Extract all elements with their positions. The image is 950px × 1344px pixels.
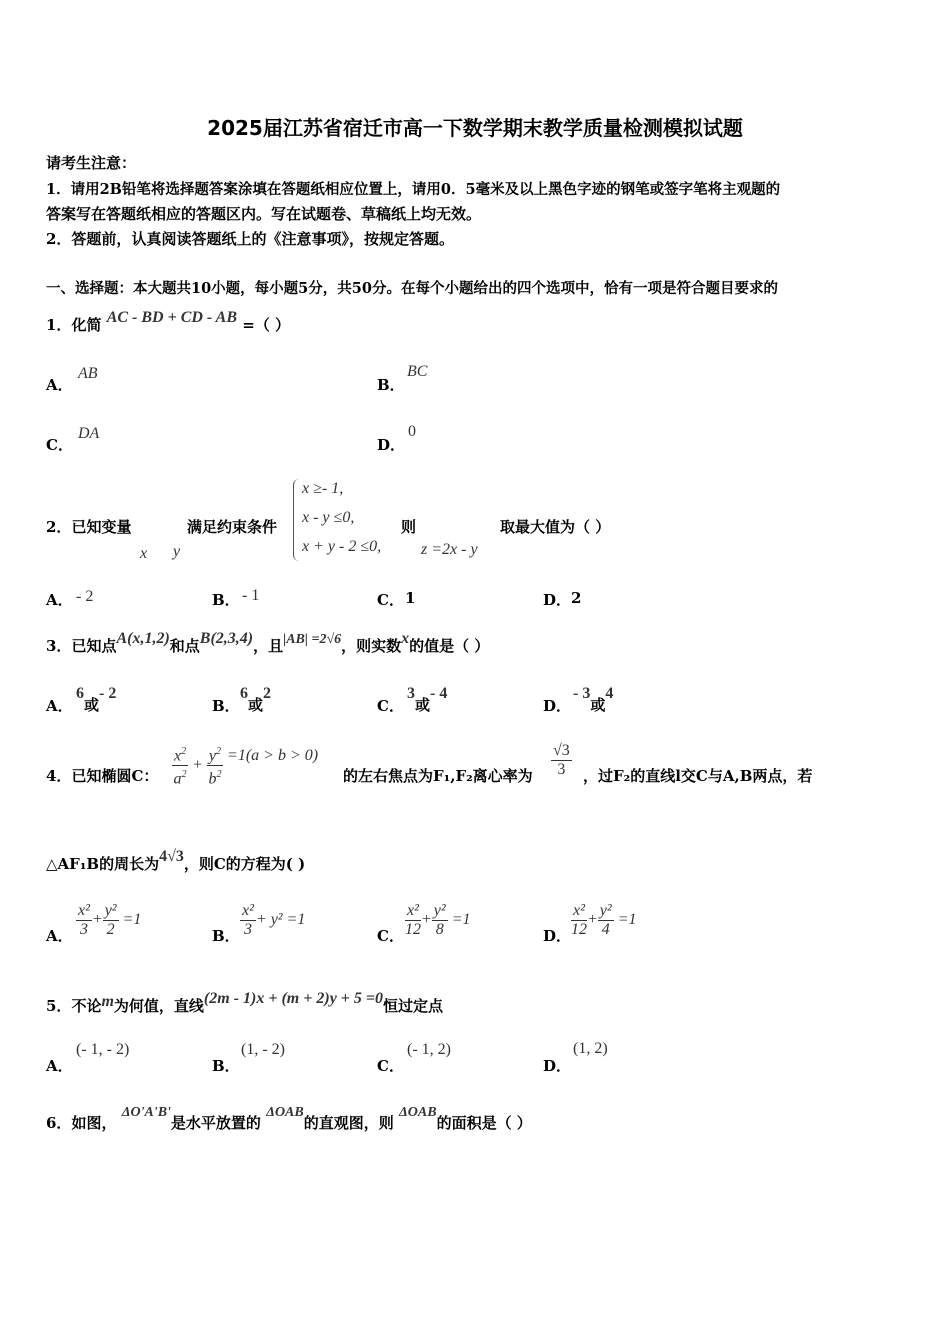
q4-ellipse-equation: $\frac{x^2}{a^2}$ + $\frac{y^2}{b^2}$ =1(a > b > 0): [172, 743, 318, 789]
q1-stem: [46, 309, 291, 335]
q2-text-3: 则: [401, 518, 417, 536]
q1-option-c: DA: [78, 425, 100, 442]
q2-option-a: - 2: [76, 588, 94, 605]
q5-option-c: (- 1, 2): [407, 1041, 451, 1058]
q2-var-y: y: [173, 543, 181, 560]
q2-option-c-label: C．: [377, 591, 404, 609]
q4-option-d-label: D．: [543, 927, 572, 945]
q3-option-d: [573, 682, 614, 714]
q4-eccentricity-num: √3: [553, 742, 570, 759]
q5-var-m: m: [101, 993, 114, 1010]
q5-text-2: 为何值，直线: [113, 997, 204, 1015]
q3-text-1: 已知点: [71, 637, 117, 655]
q3-stem: [46, 630, 490, 656]
q3-option-b-2: 2: [263, 685, 272, 702]
q6-text-4: 的面积是（ ）: [436, 1114, 532, 1132]
q3-option-c: [407, 682, 448, 714]
q3-option-b: [240, 682, 272, 714]
q4-option-c-label: C．: [377, 927, 404, 945]
q2-constraint-2: x - y ≤0,: [302, 509, 355, 526]
q4-stem-line-2: [46, 848, 306, 874]
q1-expression: AC - BD + CD - AB: [106, 309, 238, 326]
q2-constraint-3: x + y - 2 ≤0,: [302, 538, 382, 555]
q3-option-d-label: D．: [543, 697, 572, 715]
notice-line-2: 答案写在答题纸相应的答题区内。写在试题卷、草稿纸上均无效。: [46, 205, 482, 223]
q3-option-d-or: 或: [590, 696, 606, 714]
q4-eccentricity: [551, 742, 572, 779]
q4-option-b: $\frac{\text{x²}}{3}$ + y² =1: [242, 902, 306, 938]
q3-option-c-or: 或: [415, 696, 431, 714]
q1-number: 1．: [46, 316, 72, 334]
q4-number: 4．: [46, 767, 72, 785]
q3-point-a: A(x,1,2): [116, 630, 170, 647]
q6-triangle-oab-2: ΔOAB: [399, 1105, 437, 1120]
q6-text-1: 如图，: [71, 1114, 117, 1132]
q6-text-2: 是水平放置的: [170, 1114, 261, 1132]
q2-objective: z =2x - y: [421, 541, 478, 558]
q4-option-d: $\frac{\text{x²}}{12}$ + $\frac{\text{y²}}{4}$ =1: [571, 902, 637, 938]
q3-text-3: ，且: [253, 637, 284, 655]
q3-option-a: [76, 682, 117, 714]
q2-text-4: 取最大值为（ ）: [500, 518, 611, 536]
q1-option-a-label: A．: [46, 376, 73, 394]
q4-text-4: △AF₁B的周长为: [46, 855, 160, 873]
q3-option-a-label: A．: [46, 697, 73, 715]
q3-option-b-1: 6: [240, 685, 248, 702]
q3-distance: |AB| =2√6: [283, 632, 342, 647]
q4-option-b-label: B．: [212, 927, 240, 945]
q6-stem: [46, 1105, 532, 1133]
q6-text-3: 的直观图，则: [303, 1114, 394, 1132]
q3-point-b: B(2,3,4): [199, 630, 254, 647]
q1-option-a: AB: [78, 365, 98, 382]
notice-heading: 请考生注意：: [46, 154, 137, 172]
q3-text-2: 和点: [169, 637, 200, 655]
q5-option-b-label: B．: [212, 1057, 240, 1075]
q4-option-c: $\frac{\text{x²}}{12}$ + $\frac{\text{y²}}{8}$ =1: [405, 902, 471, 938]
q5-stem: [46, 990, 444, 1016]
q2-option-d-label: D．: [543, 591, 572, 609]
q4-perimeter: 4√3: [159, 848, 184, 865]
q2-stem-start: [46, 516, 131, 537]
q2-text-2: 满足约束条件: [187, 518, 278, 536]
q2-number: 2．: [46, 518, 72, 536]
q3-option-c-label: C．: [377, 697, 404, 715]
q3-var-x: x: [401, 630, 410, 647]
notice-line-3: 2．答题前，认真阅读答题纸上的《注意事项》，按规定答题。: [46, 230, 454, 248]
q3-option-b-or: 或: [248, 696, 264, 714]
q5-option-d: (1, 2): [573, 1040, 608, 1057]
q3-option-b-label: B．: [212, 697, 240, 715]
q2-option-d: 2: [571, 589, 582, 607]
q4-stem-start: [46, 765, 158, 786]
section-heading: 一、选择题：本大题共10小题，每小题5分，共50分。在每个小题给出的四个选项中，恰有一项是符合题目要求的: [46, 280, 778, 297]
q3-option-d-2: 4: [605, 685, 614, 702]
q2-constraint-1: x ≥- 1,: [302, 480, 344, 497]
q4-text-1: 已知椭圆C：: [71, 767, 159, 785]
q1-post: =（ ）: [242, 316, 291, 334]
q1-option-d: 0: [408, 423, 416, 440]
q2-var-x: x: [140, 545, 148, 562]
q3-text-5: 的值是（ ）: [409, 637, 490, 655]
q4-option-a: $\frac{\text{x²}}{3}$ + $\frac{\text{y²}}{2}$ =1: [78, 902, 142, 938]
q5-option-d-label: D．: [543, 1057, 572, 1075]
q5-text-3: 恒过定点: [383, 997, 444, 1015]
q2-constraint-brace: [293, 479, 300, 561]
q1-option-b-label: B．: [377, 376, 405, 394]
q5-option-b: (1, - 2): [241, 1041, 285, 1058]
q1-pre: 化简: [71, 316, 102, 334]
page-title: 2025届江苏省宿迁市高一下数学期末教学质量检测模拟试题: [207, 116, 743, 140]
q1-option-d-label: D．: [377, 436, 406, 454]
q3-option-c-2: - 4: [430, 685, 448, 702]
q6-triangle-oab-1: ΔOAB: [266, 1105, 304, 1120]
q3-option-a-2: - 2: [99, 685, 117, 702]
q6-triangle-oblique: ΔO'A'B': [121, 1105, 171, 1120]
q2-option-c: 1: [405, 589, 416, 607]
q4-text-2: 的左右焦点为F₁,F₂离心率为: [343, 767, 533, 785]
q3-text-4: ，则实数: [341, 637, 402, 655]
q3-option-a-1: 6: [76, 685, 84, 702]
q5-option-a: (- 1, - 2): [76, 1041, 130, 1058]
q2-option-b-label: B．: [212, 591, 240, 609]
q3-option-c-1: 3: [407, 685, 415, 702]
q4-text-5: ，则C的方程为( ): [183, 855, 306, 873]
q4-eccentricity-den: 3: [557, 761, 566, 778]
q3-option-a-or: 或: [84, 696, 100, 714]
q2-option-b: - 1: [242, 587, 260, 604]
notice-line-1: 1．请用2B铅笔将选择题答案涂填在答题纸相应位置上，请用0．5毫米及以上黑色字迹的钢笔或签字笔将主观题的: [46, 181, 781, 198]
q4-equation-rhs: =1(a > b > 0): [227, 746, 319, 764]
q3-number: 3．: [46, 637, 72, 655]
q1-option-c-label: C．: [46, 436, 73, 454]
q4-text-3: ，过F₂的直线l交C与A,B两点，若: [583, 767, 813, 785]
q5-option-c-label: C．: [377, 1057, 404, 1075]
q5-line-equation: (2m - 1)x + (m + 2)y + 5 =0: [203, 990, 384, 1007]
q5-text-1: 不论: [71, 997, 102, 1015]
q1-option-b: BC: [407, 363, 428, 380]
q5-option-a-label: A．: [46, 1057, 73, 1075]
q2-text-1: 已知变量: [71, 518, 132, 536]
q2-option-a-label: A．: [46, 591, 73, 609]
q3-option-d-1: - 3: [573, 685, 591, 702]
q4-option-a-label: A．: [46, 927, 73, 945]
q5-number: 5．: [46, 997, 72, 1015]
q6-number: 6．: [46, 1114, 72, 1132]
